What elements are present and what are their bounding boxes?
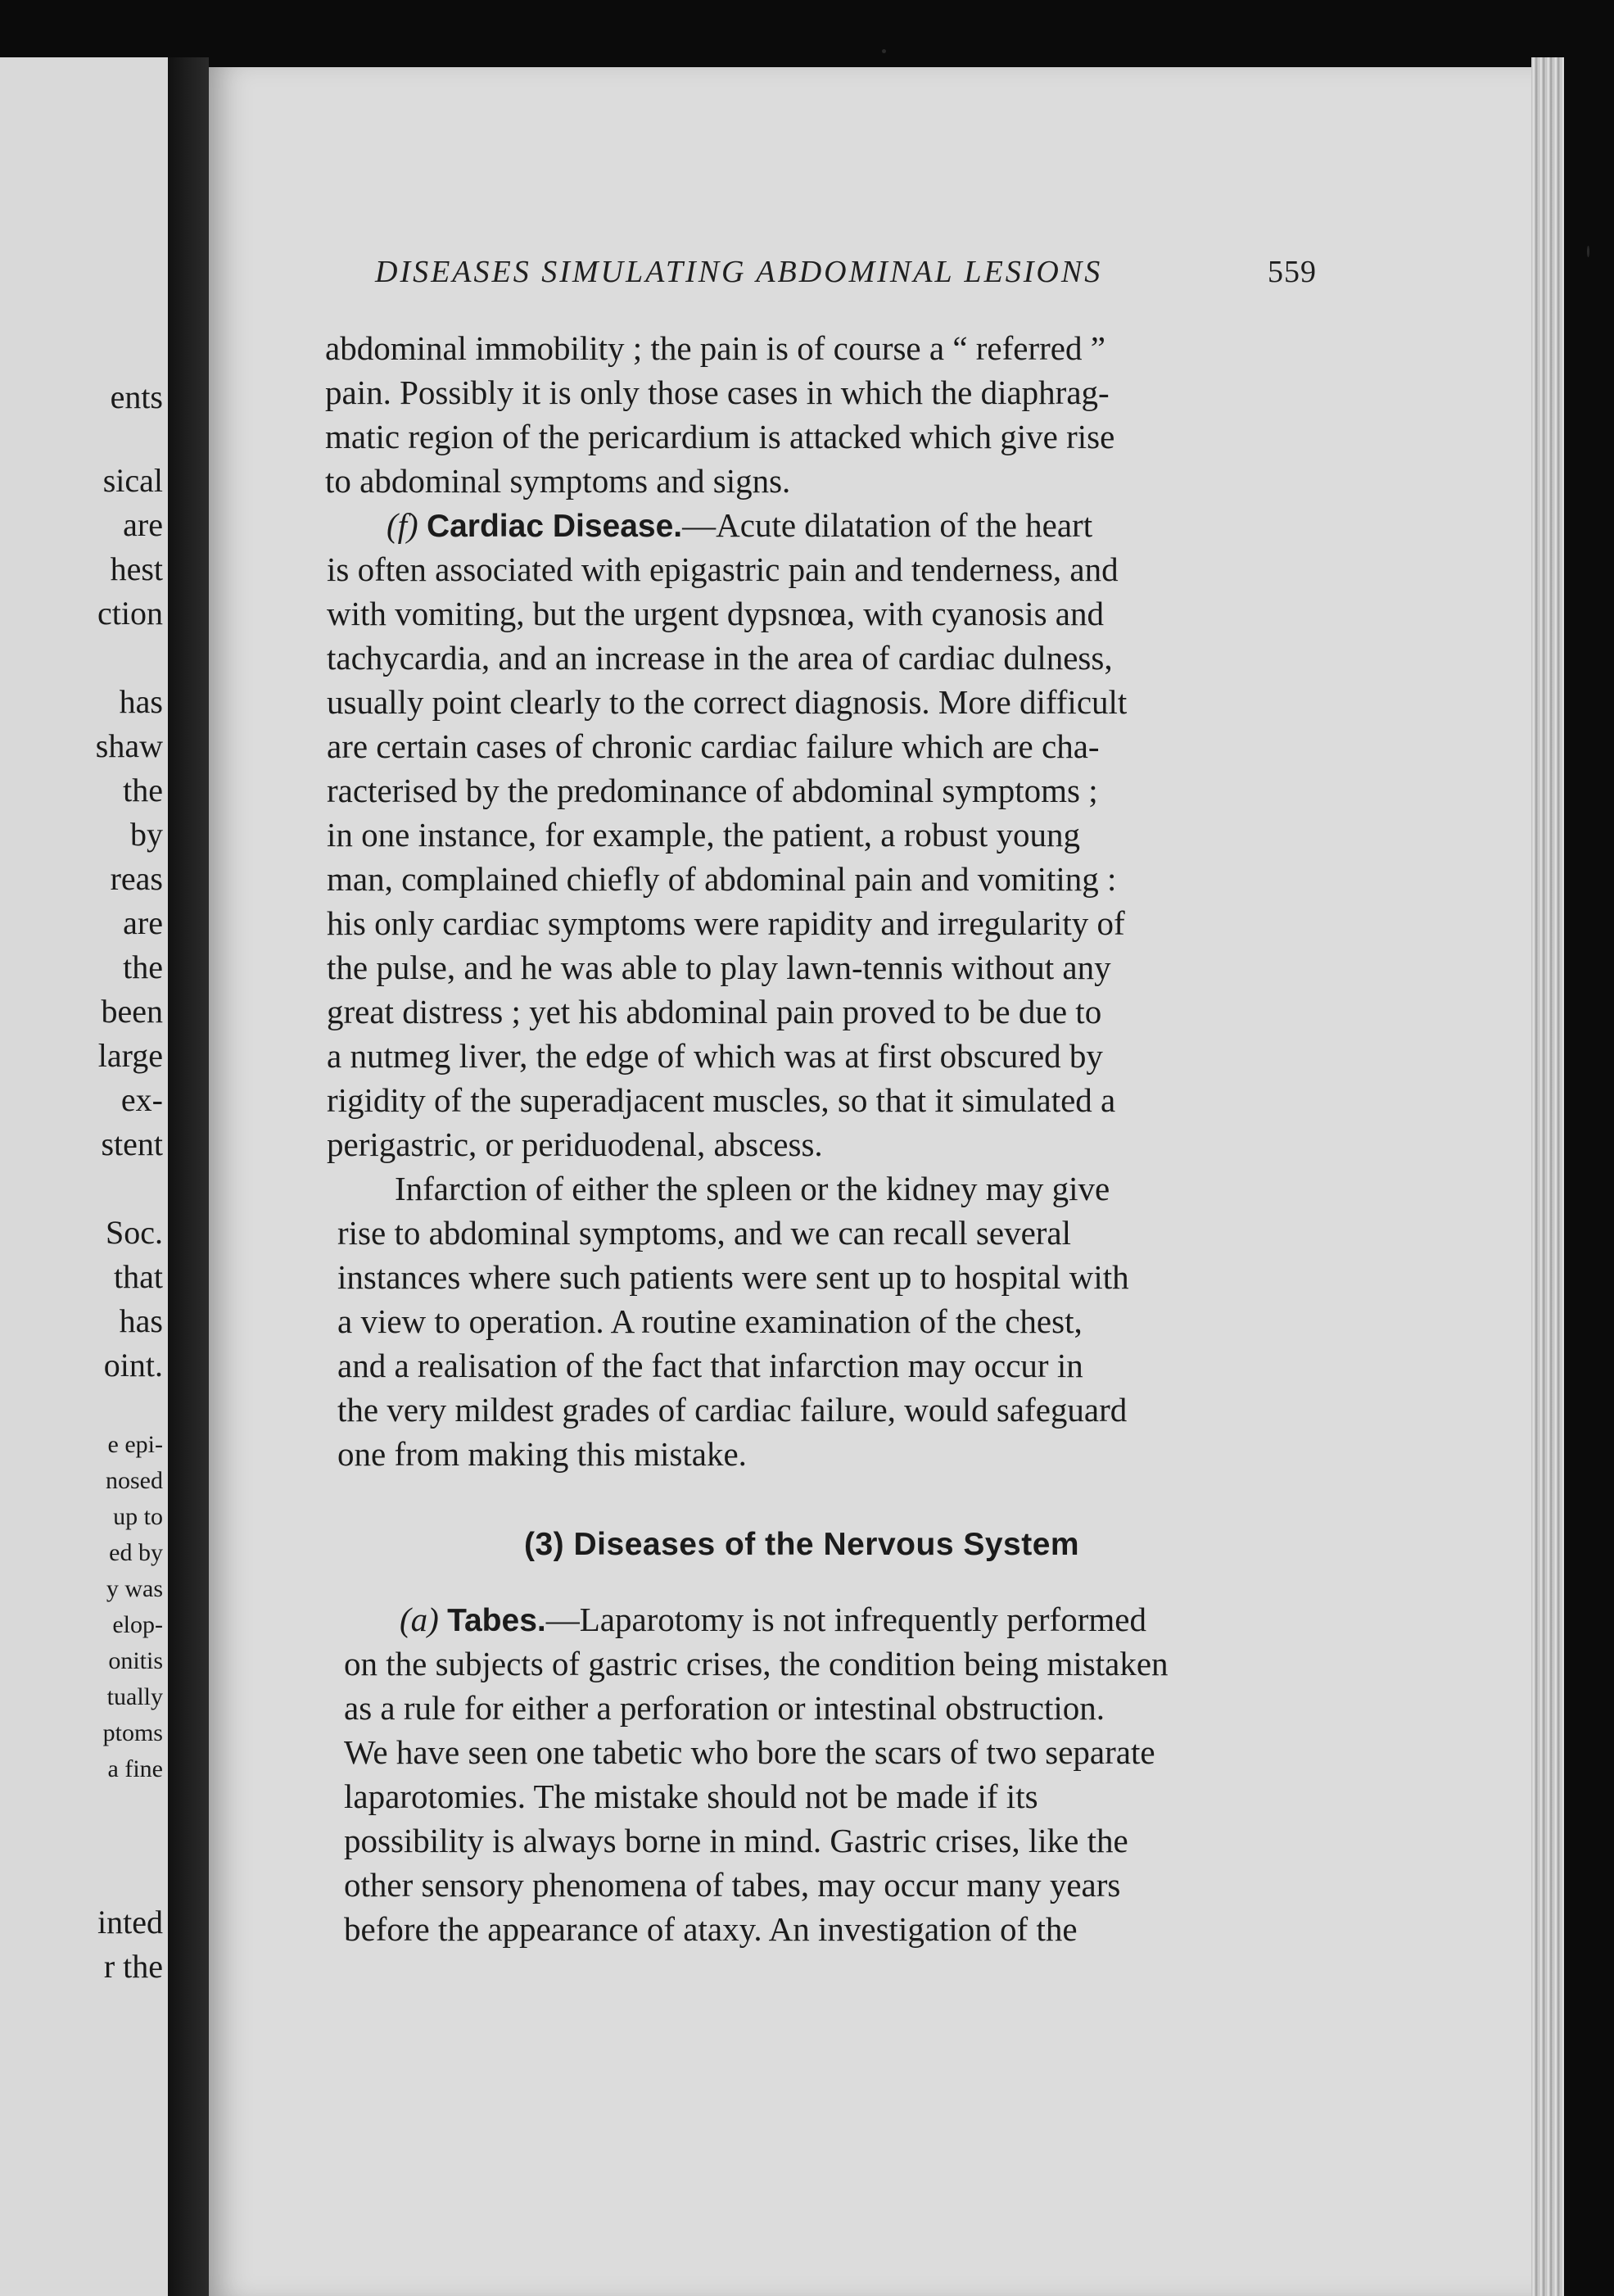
- left-line: shaw: [95, 727, 163, 764]
- left-footnote-line: y was: [106, 1575, 163, 1602]
- text-line: and a realisation of the fact that infarction may occur in: [337, 1347, 1083, 1384]
- left-line: reas: [110, 860, 163, 897]
- left-footnote-line: ptoms: [102, 1719, 163, 1746]
- left-page-fragment: [0, 57, 168, 2296]
- section-heading: (3) Diseases of the Nervous System: [524, 1527, 1080, 1562]
- text-run: —Laparotomy is not infrequently performed: [545, 1601, 1146, 1638]
- scan-background: [1564, 0, 1614, 2296]
- text-line: with vomiting, but the urgent dypsnœa, with cyanosis and: [327, 595, 1104, 632]
- left-line: by: [130, 816, 163, 853]
- text-line: is often associated with epigastric pain and tenderness, and: [327, 550, 1119, 588]
- text-line: laparotomies. The mistake should not be made if its: [344, 1777, 1038, 1815]
- text-line: abdominal immobility ; the pain is of course a “ referred ”: [325, 329, 1105, 367]
- left-line: oint.: [103, 1347, 163, 1383]
- left-line: that: [114, 1258, 163, 1295]
- subsection-title: Cardiac Disease.: [426, 509, 683, 544]
- text-line: rigidity of the superadjacent muscles, so that it simulated a: [327, 1081, 1116, 1119]
- text-line: as a rule for either a perforation or intestinal obstruction.: [344, 1689, 1105, 1727]
- text-line: matic region of the pericardium is attacked which give rise: [325, 418, 1115, 455]
- text-line: We have seen one tabetic who bore the scars of two separate: [344, 1733, 1155, 1771]
- text-line: to abdominal symptoms and signs.: [325, 462, 791, 500]
- text-line: rise to abdominal symptoms, and we can recall several: [337, 1214, 1072, 1252]
- left-line: the: [123, 949, 163, 985]
- text-line: possibility is always borne in mind. Gastric crises, like the: [344, 1822, 1128, 1859]
- left-line: are: [123, 904, 163, 941]
- left-line: ents: [110, 378, 163, 415]
- text-line: tachycardia, and an increase in the area of cardiac dulness,: [327, 639, 1113, 677]
- subsection-marker: (a): [400, 1601, 439, 1638]
- paragraph-lead-line: [400, 1597, 1146, 1643]
- running-head: [375, 254, 1317, 303]
- left-footnote-line: e epi-: [107, 1431, 163, 1458]
- text-run: —Acute dilatation of the heart: [682, 506, 1093, 544]
- page-edge-stack: [1531, 57, 1564, 2296]
- left-line: has: [119, 1302, 163, 1339]
- subsection-title: Tabes.: [447, 1603, 546, 1638]
- left-footnote-line: up to: [113, 1503, 163, 1530]
- left-footnote-line: ed by: [109, 1539, 163, 1566]
- left-footnote-line: nosed: [106, 1467, 163, 1494]
- text-line: man, complained chiefly of abdominal pain and vomiting :: [327, 860, 1117, 898]
- text-line: a view to operation. A routine examination of the chest,: [337, 1302, 1083, 1340]
- paragraph-lead-line: [387, 503, 1092, 549]
- subsection-marker: (f): [387, 506, 418, 544]
- left-line: ction: [97, 595, 163, 632]
- text-line: his only cardiac symptoms were rapidity and irregularity of: [327, 904, 1125, 942]
- text-line: in one instance, for example, the patient, a robust young: [327, 816, 1080, 854]
- left-line: stent: [101, 1125, 163, 1162]
- running-head-title: DISEASES SIMULATING ABDOMINAL LESIONS: [375, 255, 1103, 289]
- left-line: Soc.: [106, 1214, 163, 1251]
- scan-speck: [882, 49, 886, 53]
- text-line: one from making this mistake.: [337, 1435, 747, 1473]
- left-line: are: [123, 506, 163, 543]
- left-line: the: [123, 772, 163, 808]
- text-line: perigastric, or periduodenal, abscess.: [327, 1125, 823, 1163]
- text-line: racterised by the predominance of abdominal symptoms ;: [327, 772, 1098, 809]
- left-line: hest: [110, 550, 163, 587]
- text-line: great distress ; yet his abdominal pain proved to be due to: [327, 993, 1102, 1030]
- left-line: ex-: [120, 1081, 163, 1118]
- left-footnote-line: onitis: [108, 1647, 163, 1674]
- text-line: other sensory phenomena of tabes, may occur many years: [344, 1866, 1121, 1904]
- scan-speck: [1587, 246, 1589, 257]
- text-line: usually point clearly to the correct diagnosis. More difficult: [327, 683, 1128, 721]
- left-line: sical: [102, 462, 163, 499]
- text-line: before the appearance of ataxy. An investigation of the: [344, 1910, 1078, 1948]
- text-line: are certain cases of chronic cardiac failure which are cha-: [327, 727, 1100, 765]
- left-line: r the: [103, 1948, 163, 1985]
- text-line: a nutmeg liver, the edge of which was at first obscured by: [327, 1037, 1103, 1075]
- left-footnote-line: a fine: [107, 1755, 163, 1782]
- page-number: 559: [1268, 255, 1317, 289]
- text-line: Infarction of either the spleen or the kidney may give: [395, 1170, 1110, 1207]
- book-gutter-shadow: [168, 57, 209, 2296]
- left-footnote-line: elop-: [112, 1611, 163, 1638]
- left-line: been: [101, 993, 163, 1030]
- text-line: pain. Possibly it is only those cases in which the diaphrag-: [325, 374, 1110, 411]
- text-line: the very mildest grades of cardiac failure, would safeguard: [337, 1391, 1128, 1429]
- left-line: has: [119, 683, 163, 720]
- text-line: on the subjects of gastric crises, the condition being mistaken: [344, 1645, 1169, 1682]
- left-footnote-line: tually: [106, 1683, 163, 1710]
- text-line: instances where such patients were sent up to hospital with: [337, 1258, 1129, 1296]
- left-line: inted: [97, 1904, 163, 1941]
- left-line: large: [97, 1037, 163, 1074]
- text-line: the pulse, and he was able to play lawn-tennis without any: [327, 949, 1111, 986]
